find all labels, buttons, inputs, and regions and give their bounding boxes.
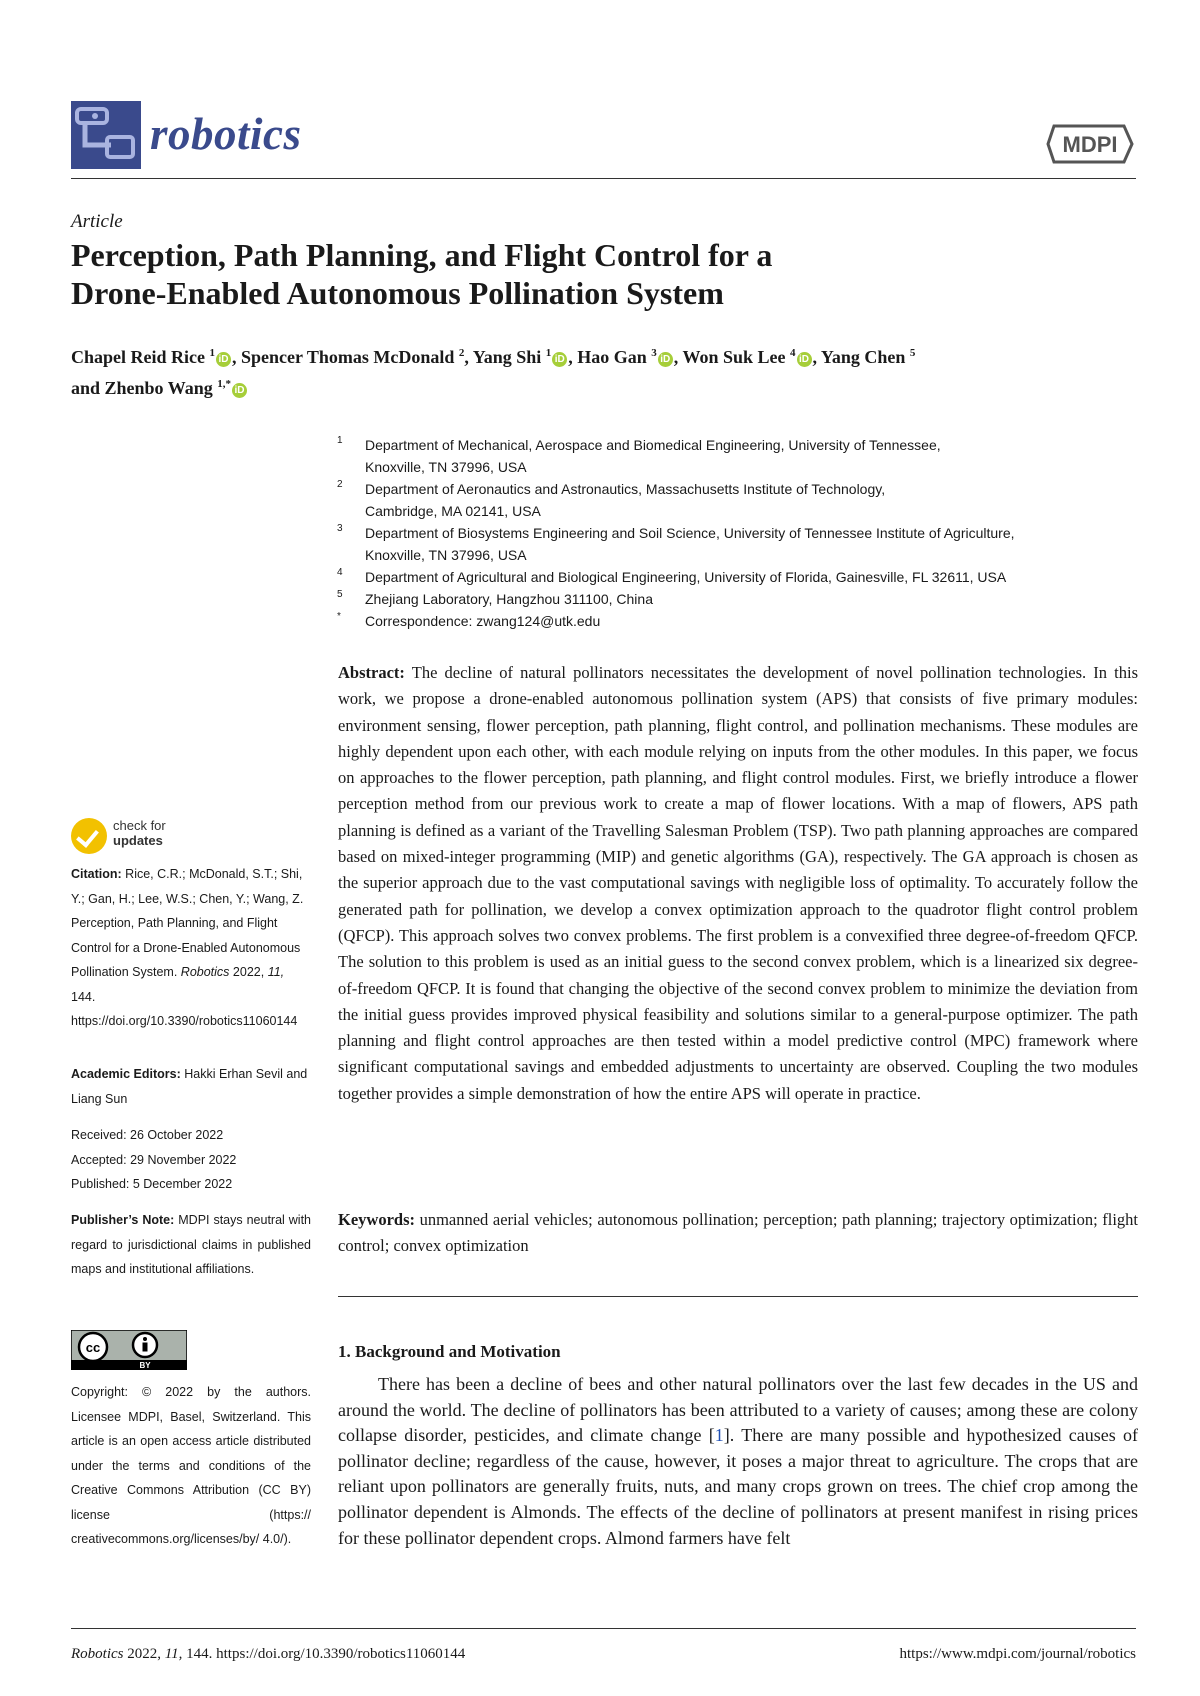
orcid-icon[interactable]: iD bbox=[232, 383, 247, 398]
author-name[interactable]: Yang Shi bbox=[472, 347, 542, 367]
footer-citation bbox=[71, 1646, 465, 1663]
editors-label: Academic Editors: bbox=[71, 1067, 181, 1081]
citation-year: 2022, bbox=[232, 965, 265, 979]
affiliation-item bbox=[335, 566, 1135, 588]
dates-block bbox=[71, 1123, 311, 1197]
received-date: Received: 26 October 2022 bbox=[71, 1128, 224, 1142]
author-affil: 4 bbox=[790, 347, 796, 359]
author-name[interactable]: Hao Gan bbox=[577, 347, 647, 367]
author-affil: 3 bbox=[651, 347, 657, 359]
published-date: Published: 5 December 2022 bbox=[71, 1177, 233, 1191]
affiliation-line: Department of Aeronautics and Astronautics, Massachusetts Institute of Technology, bbox=[365, 481, 886, 497]
editors-block bbox=[71, 1062, 311, 1111]
publisher-note-text: MDPI stays neutral with regard to jurisdictional claims in published maps and institutional affiliations. bbox=[71, 1213, 311, 1276]
footer-volume: 11, bbox=[164, 1646, 183, 1662]
title-line-1: Perception, Path Planning, and Flight Control for a bbox=[71, 237, 773, 273]
affiliations bbox=[335, 434, 1135, 632]
author-affil: 5 bbox=[909, 347, 916, 359]
check-line-2: updates bbox=[113, 833, 163, 848]
body-text: There has been a decline of bees and other natural pollinators over the last few decades in the US and around the world. The decline of pollinators has been attributed to a variety of causes; among these are colony collapse disorder, pesticides, and climate change [ bbox=[338, 1374, 1138, 1446]
journal-logo-icon bbox=[71, 101, 141, 169]
affiliation-item bbox=[335, 610, 1135, 632]
citation-block bbox=[71, 862, 311, 1034]
author-name[interactable]: Yang Chen bbox=[820, 347, 906, 367]
citation-link[interactable]: 1 bbox=[714, 1425, 724, 1446]
citation-text: Rice, C.R.; McDonald, S.T.; Shi, Y.; Gan, H.; Lee, W.S.; Chen, Y.; Wang, Z. Perception, Path Planning, and Flight Control for a Drone-Enabled Autonomous Pollination System. bbox=[71, 867, 304, 979]
footer-rule bbox=[71, 1628, 1136, 1629]
header-rule bbox=[71, 178, 1136, 179]
correspondence-line[interactable]: Correspondence: zwang124@utk.edu bbox=[365, 613, 601, 629]
author-name[interactable]: Spencer Thomas McDonald bbox=[241, 347, 455, 367]
cc-by-license-badge[interactable] bbox=[71, 1330, 187, 1370]
svg-text:cc: cc bbox=[85, 1340, 101, 1355]
affiliation-line: Department of Biosystems Engineering and Soil Science, University of Tennessee Institute of Agriculture, bbox=[365, 525, 1015, 541]
citation-volume: 11, bbox=[267, 965, 285, 979]
keywords-text: unmanned aerial vehicles; autonomous pollination; perception; path planning; trajectory optimization; flight control; convex optimization bbox=[338, 1210, 1138, 1256]
checkmark-icon bbox=[71, 818, 107, 854]
orcid-icon[interactable]: iD bbox=[797, 352, 812, 367]
check-for-updates-button[interactable] bbox=[71, 818, 221, 854]
citation-doi[interactable]: 144. https://doi.org/10.3390/robotics11060144 bbox=[71, 989, 298, 1028]
copyright-block bbox=[71, 1380, 311, 1552]
affiliation-item bbox=[335, 478, 1135, 522]
abstract-label: Abstract: bbox=[338, 663, 405, 682]
abstract bbox=[338, 660, 1138, 1107]
publisher-note-label: Publisher’s Note: bbox=[71, 1213, 175, 1227]
author-affil: 1,* bbox=[217, 378, 232, 390]
author-affil: 2 bbox=[458, 347, 465, 359]
editors-text: Hakki Erhan Sevil and Liang Sun bbox=[71, 1067, 308, 1106]
affiliation-number: 4 bbox=[337, 567, 343, 578]
affiliation-item bbox=[335, 522, 1135, 566]
body-text: ]. There are many possible and hypothesized causes of pollinator decline; regardless of the cause, however, it poses a major threat to agriculture. The crops that are reliant upon pollinators are generally fruits, nuts, and many crops grown on trees. The chief crop among the pollinator dependent is Almonds. The effects of the decline of pollinators at present manifest in rising prices for these pollinator dependent crops. Almond farmers have felt bbox=[338, 1425, 1138, 1548]
citation-label: Citation: bbox=[71, 867, 122, 881]
orcid-icon[interactable]: iD bbox=[216, 352, 231, 367]
affiliation-line: Knoxville, TN 37996, USA bbox=[365, 547, 527, 563]
footer-doi[interactable]: 144. https://doi.org/10.3390/robotics11060144 bbox=[186, 1646, 466, 1662]
affiliation-item bbox=[335, 588, 1135, 610]
author-name[interactable]: Won Suk Lee bbox=[682, 347, 786, 367]
copyright-text: Copyright: © 2022 by the authors. Licensee MDPI, Basel, Switzerland. This article is an open access article distributed under the terms and conditions of the Creative Commons Attribution (CC BY) license (https:// creativecommons.org/licenses/by/ 4.0/). bbox=[71, 1385, 311, 1546]
abstract-text: The decline of natural pollinators necessitates the development of novel pollination technologies. In this work, we propose a drone-enabled autonomous pollination system (APS) that consists of five primary modules: environment sensing, flower perception, path planning, flight control, and pollination mechanisms. These modules are highly dependent upon each other, with each module relying on inputs from the other modules. In this paper, we focus on approaches to the flower perception, path planning, and flight control modules. First, we briefly introduce a flower perception method from our previous work to create a map of flower locations. With a map of flowers, APS path planning is defined as a variant of the Travelling Salesman Problem (TSP). Two path planning approaches are compared based on mixed-integer programming (MIP) and genetic algorithms (GA), respectively. The GA approach is chosen as the superior approach due to the vast computational savings with negligible loss of optimality. To accurately follow the generated path for pollination, we develop a convex optimization approach to the quadrotor flight control problem (QFCP). This approach solves two convex problems. The first problem is a convexified three degree-of-freedom QFCP. The solution to this problem is used as an initial guess to the second convex problem, which is a linearized six degree-of-freedom QFCP. It is found that changing the objective of the second convex problem to minimize the deviation from the initial guess provides improved physical feasibility and solutions similar to a general-purpose optimizer. The path planning and flight control approaches are then tested within a model predictive control (MPC) framework where significant computational savings and embedded adjustments to uncertainty are observed. Coupling the two modules together provides a simple demonstration of how the entire APS will operate in practice. bbox=[338, 663, 1139, 1103]
authors-and: and bbox=[71, 378, 101, 398]
author-name[interactable]: Zhenbo Wang bbox=[104, 378, 213, 398]
affiliation-number: 5 bbox=[337, 589, 343, 600]
author-affil: 1 bbox=[545, 347, 552, 359]
orcid-icon[interactable]: iD bbox=[552, 352, 567, 367]
affiliation-line: Cambridge, MA 02141, USA bbox=[365, 503, 541, 519]
section-body bbox=[338, 1372, 1138, 1551]
article-type: Article bbox=[71, 211, 123, 232]
title-line-2: Drone-Enabled Autonomous Pollination System bbox=[71, 275, 724, 311]
author-name[interactable]: Chapel Reid Rice bbox=[71, 347, 205, 367]
publisher-note bbox=[71, 1208, 311, 1282]
mdpi-logo bbox=[1046, 118, 1136, 170]
check-line-1: check for bbox=[113, 818, 166, 833]
affiliation-line: Department of Agricultural and Biological Engineering, University of Florida, Gainesville, FL 32611, USA bbox=[365, 569, 1007, 585]
orcid-icon[interactable]: iD bbox=[658, 352, 673, 367]
mdpi-logo-text: MDPI bbox=[1062, 132, 1118, 157]
section-heading: 1. Background and Motivation bbox=[338, 1342, 561, 1361]
affiliation-number: 2 bbox=[337, 479, 343, 490]
footer-year: 2022, bbox=[127, 1646, 161, 1662]
check-updates-label bbox=[113, 818, 166, 848]
affiliation-item bbox=[335, 434, 1135, 478]
affiliation-number: 1 bbox=[337, 435, 343, 446]
keywords bbox=[338, 1207, 1138, 1260]
footer-journal: Robotics bbox=[71, 1646, 124, 1662]
affiliation-line: Department of Mechanical, Aerospace and Biomedical Engineering, University of Tennessee, bbox=[365, 437, 941, 453]
journal-name: robotics bbox=[150, 109, 302, 159]
citation-journal: Robotics bbox=[180, 965, 230, 979]
affiliation-number: * bbox=[337, 611, 341, 622]
section-rule bbox=[338, 1296, 1138, 1297]
cc-by-label: BY bbox=[139, 1361, 151, 1370]
affiliation-number: 3 bbox=[337, 523, 343, 534]
footer-journal-url[interactable]: https://www.mdpi.com/journal/robotics bbox=[899, 1646, 1136, 1662]
author-list: Chapel Reid Rice $^1$iD , Spencer Thomas McDonald $^2$, Yang Shi $^1$iD , Hao Gan $^3$iD , Won Suk Lee $^4$iD , Yang Chen $^5$ and Zhenbo Wang $^{1,*}$iD bbox=[71, 347, 916, 398]
keywords-label: Keywords: bbox=[338, 1210, 415, 1229]
accepted-date: Accepted: 29 November 2022 bbox=[71, 1152, 237, 1167]
affiliation-line: Knoxville, TN 37996, USA bbox=[365, 459, 527, 475]
article-title bbox=[71, 236, 1131, 312]
affiliation-line: Zhejiang Laboratory, Hangzhou 311100, China bbox=[365, 591, 653, 607]
author-affil: 1 bbox=[209, 347, 215, 359]
